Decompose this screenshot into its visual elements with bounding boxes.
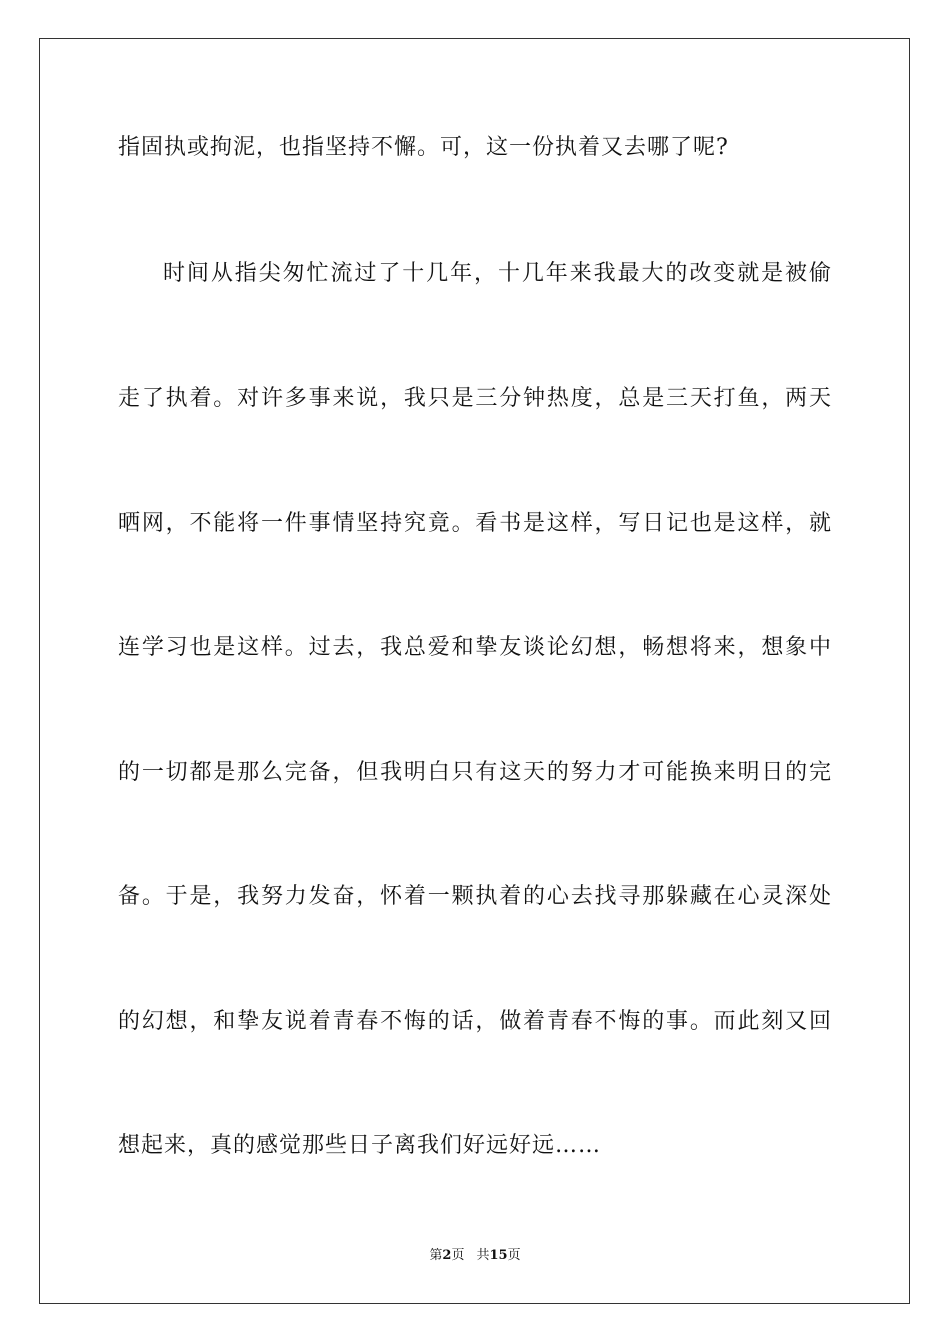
page-footer [0,1247,950,1265]
total-pages: 15 [489,1248,508,1263]
page-prefix: 第 [429,1248,443,1263]
body-line-4: 晒网，不能将一件事情坚持究竟。看书是这样，写日记也是这样，就 [118,511,832,536]
total-prefix: 共 [476,1248,490,1263]
body-line-7: 备。于是，我努力发奋，怀着一颗执着的心去找寻那躲藏在心灵深处 [118,884,832,909]
body-line-5: 连学习也是这样。过去，我总爱和挚友谈论幻想，畅想将来，想象中 [118,635,832,660]
body-line-2: 时间从指尖匆忙流过了十几年，十几年来我最大的改变就是被偷 [163,261,832,286]
body-line-3: 走了执着。对许多事来说，我只是三分钟热度，总是三天打鱼，两天 [118,386,832,411]
body-line-8: 的幻想，和挚友说着青春不悔的话，做着青春不悔的事。而此刻又回 [118,1009,832,1034]
page-border [39,38,910,1304]
page-number: 2 [442,1248,452,1263]
body-line-9: 想起来，真的感觉那些日子离我们好远好远…… [118,1133,602,1158]
body-line-1: 指固执或拘泥，也指坚持不懈。可，这一份执着又去哪了呢? [118,135,729,160]
total-suffix: 页 [507,1248,521,1263]
body-line-6: 的一切都是那么完备，但我明白只有这天的努力才可能换来明日的完 [118,760,832,785]
page-suffix: 页 [451,1248,465,1263]
